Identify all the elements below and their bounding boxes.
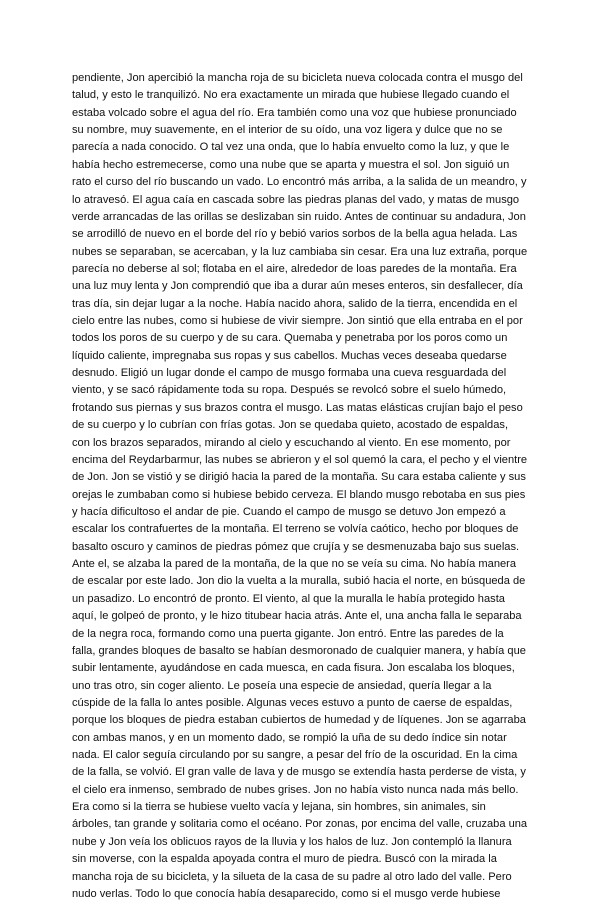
text-line: viento, y se sacó rápidamente toda su ropa. Después se revolcó sobre el suelo húmedo, — [72, 384, 507, 397]
body-text — [72, 70, 528, 903]
text-line: nudo verlas. Todo lo que conocía había desaparecido, como si el musgo verde hubiese — [72, 887, 501, 900]
text-line: de la falla, se volvió. El gran valle de lava y de musgo se extendía hasta perderse de vista, y — [72, 766, 526, 779]
text-line: parecía no deberse al sol; flotaba en el aire, alrededor de loas paredes de la montaña. Era — [72, 262, 517, 275]
text-line: aquí, le golpeó de pronto, y le hizo titubear hacia atrás. Ante el, una ancha falla le separaba — [72, 610, 522, 623]
text-line: de la negra roca, formando como una puerta gigante. Jon entró. Entre las paredes de la — [72, 627, 504, 640]
document-page — [72, 70, 528, 903]
text-line: Era como si la tierra se hubiese vuelto vacía y lejana, sin hombres, sin animales, sin — [72, 801, 486, 814]
text-line: verde arrancadas de las orillas se deslizaban sin ruido. Antes de continuar su andadura, Jon — [72, 210, 526, 223]
text-line: nada. El calor seguía circulando por su sangre, a pesar del frío de la oscuridad. En la cima — [72, 749, 518, 762]
text-line: había hecho estremecerse, como una nube que se aparta y muestra el sol. Jon siguió un — [72, 158, 510, 171]
text-line: árboles, tan grande y solitaria como el océano. Por zonas, por encima del valle, cruzaba una — [72, 818, 528, 831]
text-line: uno tras otro, sin coger aliento. Le poseía una especie de ansiedad, quería llegar a la — [72, 679, 492, 692]
text-line: su nombre, muy suavemente, en el interior de su oído, una voz ligera y dulce que no se — [72, 124, 503, 137]
text-line: una luz muy lenta y Jon comprendió que iba a durar aún meses enteros, sin desfallecer, día — [72, 280, 523, 293]
text-line: estaba volcado sobre el agua del río. Era también como una voz que hubiese pronunciado — [72, 106, 517, 119]
text-line: cúspide de la falla lo antes posible. Algunas veces estuvo a punto de caerse de espaldas, — [72, 696, 513, 709]
text-line: con ambas manos, y en un momento dado, se rompió la uña de su dedo índice sin notar — [72, 731, 507, 744]
text-line: falla, grandes bloques de basalto se habían desmoronado de cualquier manera, y había que — [72, 644, 526, 657]
text-line: de escalar por este lado. Jon dio la vuelta a la muralla, subió hacia el norte, en búsqueda de — [72, 575, 526, 588]
text-line: talud, y esto le tranquilizó. No era exactamente un mirada que hubiese llegado cuando el — [72, 89, 510, 102]
text-line: pendiente, Jon apercibió la mancha roja de su bicicleta nueva colocada contra el musgo del — [72, 72, 523, 84]
text-line: rato el curso del río buscando un vado. Lo encontró más arriba, a la salida de un meandro, y — [72, 176, 527, 189]
text-line: subir lentamente, ayudándose en cada muesca, en cada fisura. Jon escalaba los bloques, — [72, 662, 515, 675]
text-line: escalar los contrafuertes de la montaña. El terreno se volvía caótico, hecho por bloques de — [72, 523, 519, 536]
text-line: un pasadizo. Lo encontró de pronto. El viento, al que la muralla le había protegido hasta — [72, 592, 505, 605]
text-line: de su cuerpo y lo cubrían con frías gotas. Jon se quedaba quieto, acostado de espaldas, — [72, 419, 509, 432]
text-line: el cielo era inmenso, sembrado de nubes grises. Jon no había visto nunca nada más bello. — [72, 783, 519, 796]
text-line: desnudo. Eligió un lugar donde el campo de musgo formaba una cueva resguardada del — [72, 367, 507, 380]
text-line: cielo entre las nubes, como si hubiese de vivir siempre. Jon sintió que ella entraba en el por — [72, 315, 523, 328]
text-line: líquido caliente, impregnaba sus ropas y sus cabellos. Muchas veces deseaba quedarse — [72, 349, 507, 362]
text-line: nubes se separaban, se acercaban, y la luz cambiaba sin cesar. Era una luz extraña, porque — [72, 245, 528, 258]
text-line: mancha roja de su bicicleta, y la silueta de la casa de su padre al otro lado del valle. Pero — [72, 870, 512, 883]
text-line: Ante el, se alzaba la pared de la montaña, de la que no se veía su cima. No había manera — [72, 558, 517, 571]
text-line: lo atravesó. El agua caía en cascada sobre las piedras planas del vado, y matas de musgo — [72, 193, 520, 206]
text-line: y hacía dificultoso el andar de pie. Cuando el campo de musgo se detuvo Jon empezó a — [72, 505, 506, 518]
text-line: orejas le zumbaban como si hubiese bebido cerveza. El blando musgo rebotaba en sus pies — [72, 488, 526, 501]
text-line: encima del Reydarbarmur, las nubes se abrieron y el sol quemó la cara, el pecho y el vientre — [72, 453, 528, 466]
text-line: frotando sus piernas y sus brazos contra el musgo. Las matas elásticas crujían bajo el peso — [72, 401, 523, 414]
text-line: se arrodilló de nuevo en el borde del río y bebió varios sorbos de la bella agua helada. Las — [72, 228, 518, 241]
text-line: tras día, sin dejar lugar a la noche. Había nacido ahora, salido de la tierra, encendida en el — [72, 297, 518, 310]
text-line: de Jon. Jon se vistió y se dirigió hacia la pared de la montaña. Su cara estaba caliente y sus — [72, 471, 526, 484]
text-line: porque los bloques de piedra estaban cubiertos de humedad y de líquenes. Jon se agarraba — [72, 714, 526, 727]
text-line: sin moverse, con la espalda apoyada contra el muro de piedra. Buscó con la mirada la — [72, 853, 497, 866]
text-line: basalto oscuro y caminos de piedras pómez que crujía y se desmenuzaba bajo sus suelas. — [72, 540, 520, 553]
text-line: todos los poros de su cuerpo y de su cara. Quemaba y penetraba por los poros como un — [72, 332, 508, 345]
text-line: parecía a nada conocido. O tal vez una onda, que lo había envuelto como la luz, y que le — [72, 141, 510, 154]
text-line: nube y Jon veía los oblicuos rayos de la lluvia y los halos de luz. Jon contempló la llanura — [72, 835, 512, 848]
text-line: con los brazos separados, mirando al cielo y escuchando al viento. En ese momento, por — [72, 436, 511, 449]
